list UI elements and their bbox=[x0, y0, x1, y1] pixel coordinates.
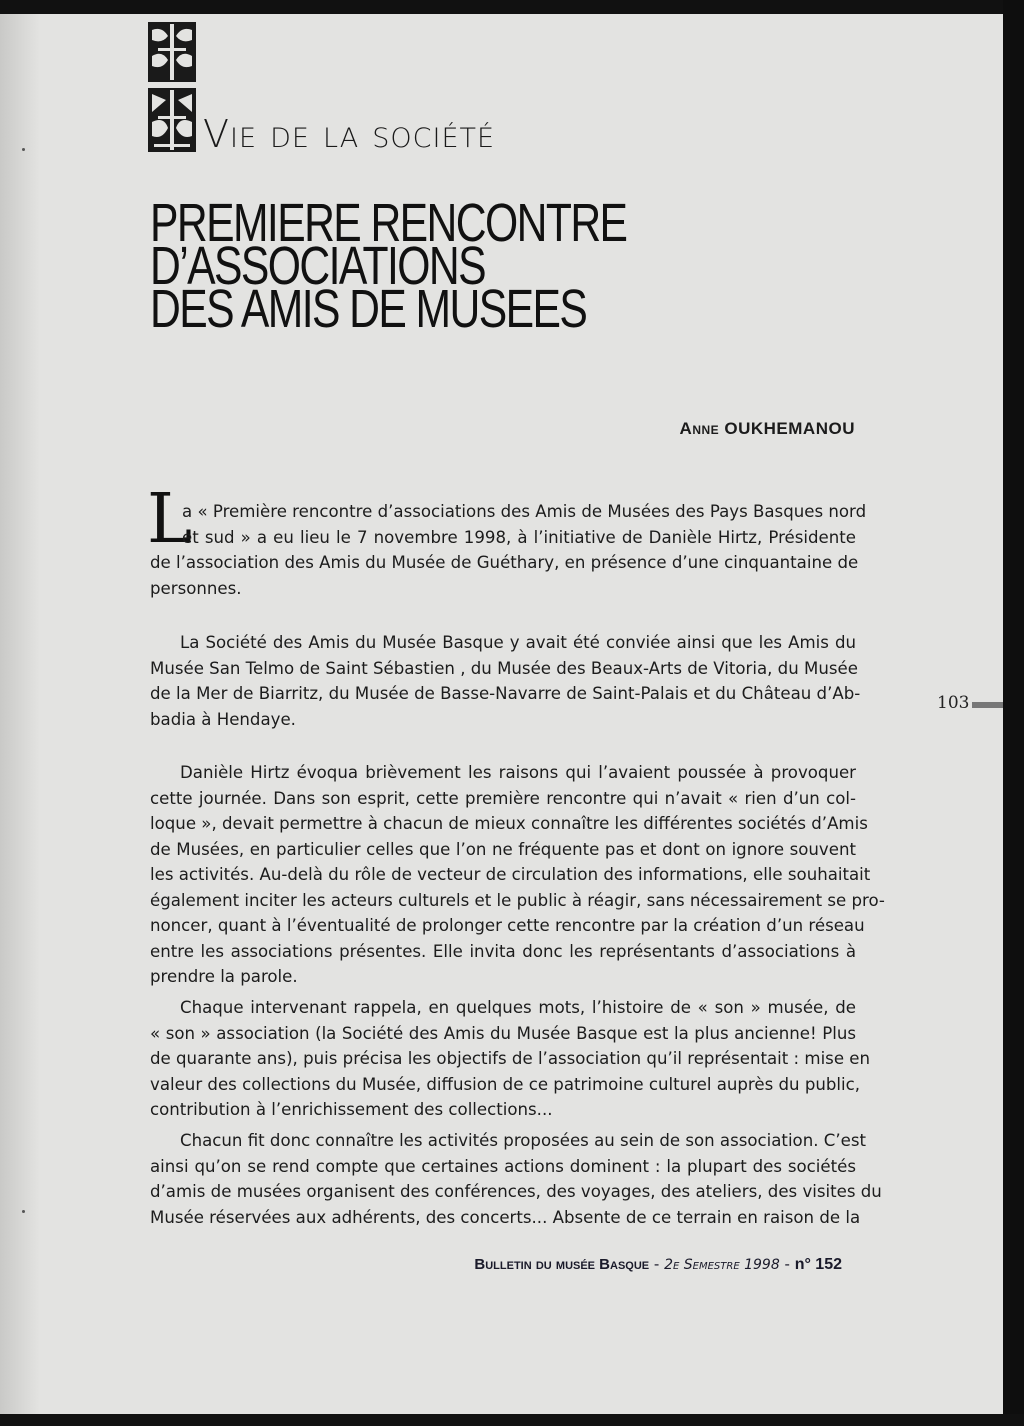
footer-issue-number: n° 152 bbox=[794, 1256, 842, 1273]
text-line: Musée San Telmo de Saint Sébastien , du Musée des Beaux-Arts de Vitoria, du Musée bbox=[150, 658, 858, 678]
basque-ornament-icon bbox=[148, 22, 196, 152]
text-line: ainsi qu’on se rend compte que certaines actions dominent : la plupart des sociétés bbox=[150, 1156, 856, 1176]
scan-border-top bbox=[0, 0, 1024, 14]
page-number: 103 bbox=[937, 693, 970, 713]
footer-issue-period: 2e Semestre 1998 bbox=[664, 1257, 780, 1273]
text-line: Chacun fit donc connaître les activités proposées au sein de son association. C’est bbox=[180, 1131, 866, 1150]
text-line: Musée réservées aux adhérents, des concerts... Absente de ce terrain en raison de la bbox=[150, 1207, 861, 1227]
text-line: de la Mer de Biarritz, du Musée de Basse-Navarre de Saint-Palais et du Château d’Ab- bbox=[150, 684, 861, 703]
article-author: Anne OUKHEMANOU bbox=[679, 419, 855, 438]
text-line: les activités. Au-delà du rôle de vecteur de circulation des informations, elle souhaitait bbox=[150, 865, 871, 884]
title-line: DES AMIS DE MUSEES bbox=[150, 279, 587, 339]
text-line: personnes. bbox=[150, 578, 242, 598]
text-line: contribution à l’enrichissement des collections... bbox=[150, 1100, 553, 1119]
page-gutter-shadow bbox=[0, 0, 40, 1426]
paragraph bbox=[150, 499, 867, 601]
text-line: La Société des Amis du Musée Basque y avait été conviée ainsi que les Amis du bbox=[180, 633, 856, 652]
drop-cap: L bbox=[147, 480, 193, 559]
paragraph bbox=[150, 760, 885, 990]
text-line: de quarante ans), puis précisa les objectifs de l’association qu’il représentait : mise en bbox=[150, 1049, 871, 1068]
footer-journal: Bulletin du musée Basque bbox=[474, 1256, 650, 1273]
text-line: d’amis de musées organisent des conférences, des voyages, des ateliers, des visites du bbox=[150, 1182, 882, 1201]
scan-border-right bbox=[1003, 0, 1024, 1426]
article-title bbox=[150, 193, 753, 339]
page-number-tab-marker bbox=[972, 702, 1003, 708]
title-line: PREMIERE RENCONTRE bbox=[150, 193, 627, 253]
text-line: a « Première rencontre d’associations des Amis de Musées des Pays Basques nord bbox=[182, 502, 867, 521]
text-line: loque », devait permettre à chacun de mieux connaître les différentes sociétés d’Amis bbox=[150, 814, 868, 833]
text-line: également inciter les acteurs culturels et le public à réagir, sans nécessairement se pro- bbox=[150, 890, 885, 910]
scan-border-bottom bbox=[0, 1414, 1024, 1426]
text-line: valeur des collections du Musée, diffusion de ce patrimoine culturel auprès du public, bbox=[150, 1074, 861, 1094]
title-line: D’ASSOCIATIONS bbox=[150, 236, 486, 296]
section-heading: Vie de la société bbox=[203, 112, 496, 156]
text-line: Chaque intervenant rappela, en quelques mots, l’histoire de « son » musée, de bbox=[180, 998, 856, 1017]
text-line: de l’association des Amis du Musée de Guéthary, en présence d’une cinquantaine de bbox=[150, 553, 859, 572]
text-line: cette journée. Dans son esprit, cette première rencontre qui n’avait « rien d’un col- bbox=[150, 788, 856, 808]
paragraph bbox=[150, 630, 861, 732]
paragraph bbox=[150, 995, 871, 1123]
footer-separator: - bbox=[649, 1255, 665, 1273]
text-line: prendre la parole. bbox=[150, 967, 298, 986]
text-line: de Musées, en particulier celles que l’on ne fréquente pas et dont on ignore souvent bbox=[150, 839, 856, 859]
running-footer bbox=[474, 1255, 842, 1274]
binding-hole-mark bbox=[22, 1210, 25, 1213]
text-line: Danièle Hirtz évoqua brièvement les raisons qui l’avaient poussée à provoquer bbox=[180, 763, 856, 782]
text-line: badia à Hendaye. bbox=[150, 709, 296, 729]
text-line: et sud » a eu lieu le 7 novembre 1998, à l’initiative de Danièle Hirtz, Présidente bbox=[182, 527, 856, 547]
text-line: « son » association (la Société des Amis du Musée Basque est la plus ancienne! Plus bbox=[150, 1023, 856, 1043]
footer-separator: - bbox=[779, 1255, 795, 1273]
text-line: entre les associations présentes. Elle invita donc les représentants d’associations à bbox=[150, 941, 856, 961]
binding-hole-mark bbox=[22, 148, 25, 151]
text-line: noncer, quant à l’éventualité de prolonger cette rencontre par la création d’un réseau bbox=[150, 916, 865, 935]
paragraph bbox=[150, 1128, 882, 1230]
